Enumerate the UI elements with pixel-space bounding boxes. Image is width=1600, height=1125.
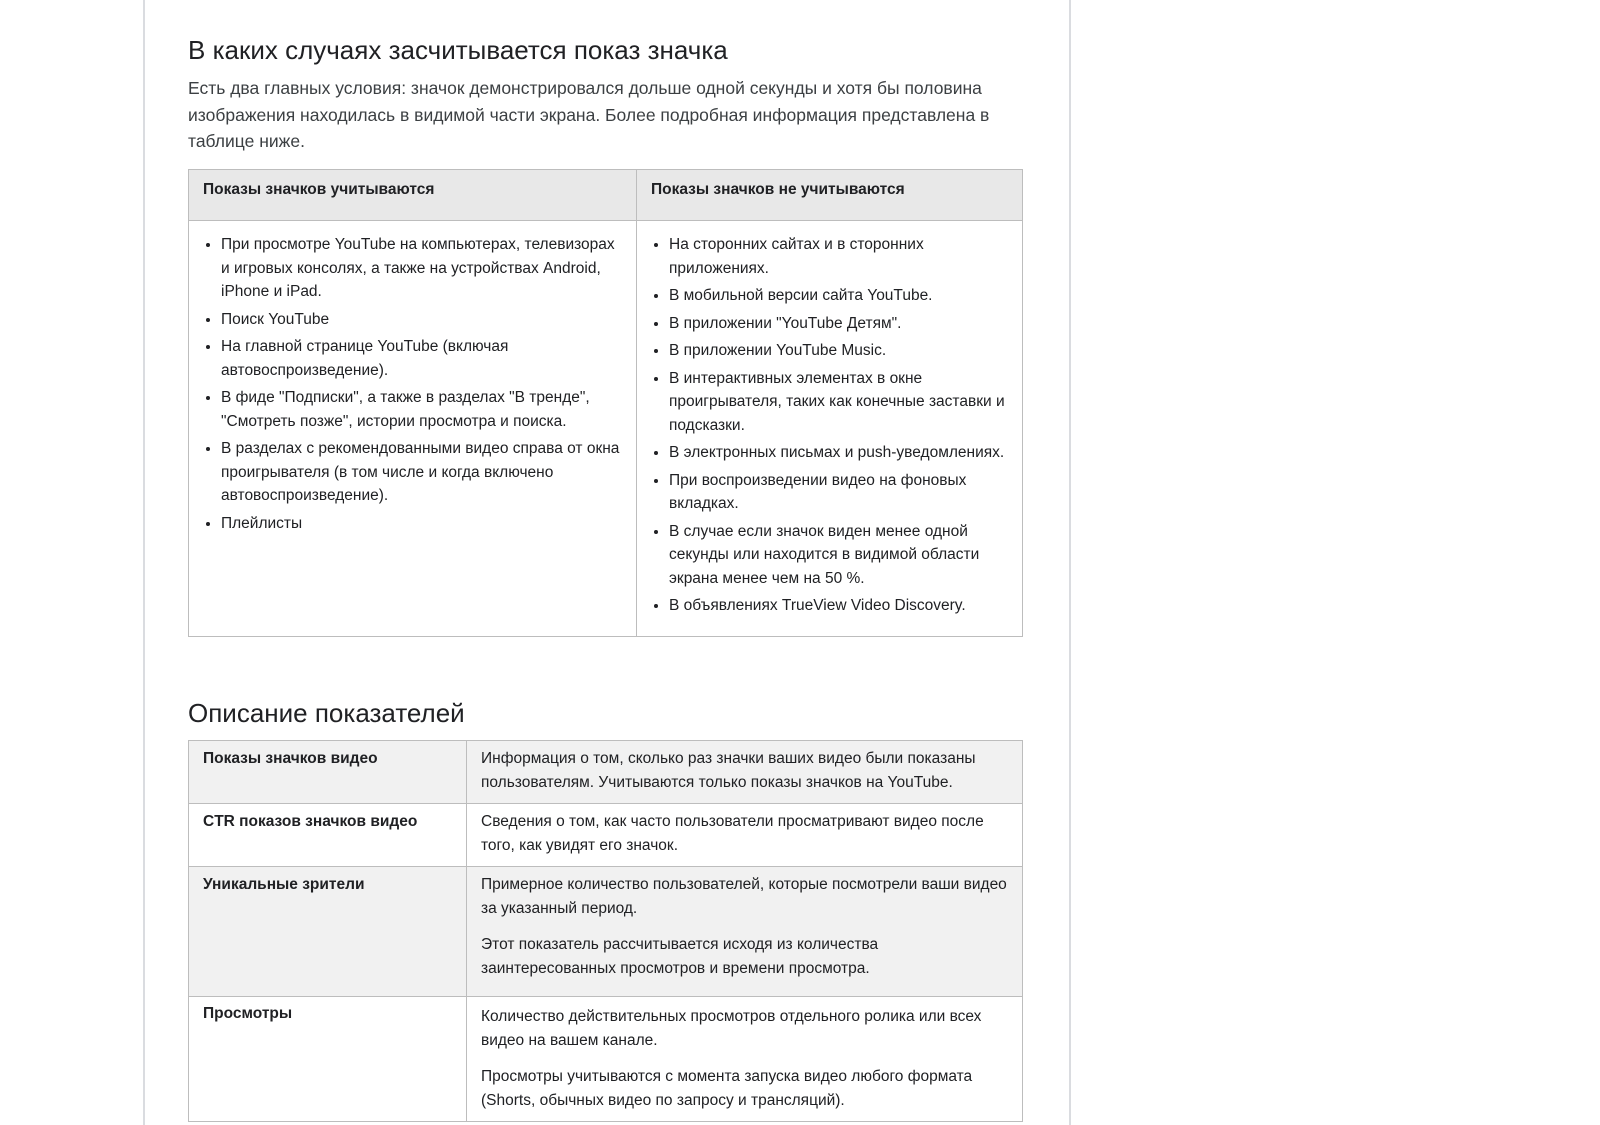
section-intro: Есть два главных условия: значок демонстрировался дольше одной секунды и хотя бы половина изображения находилась в видимой части экрана. Более подробная информация представлена в таблице ниже.	[188, 78, 990, 151]
page-border-right	[1069, 0, 1071, 1125]
list-item: • При воспроизведении видео на фоновых вкладках.	[669, 469, 1008, 516]
not-counted-list	[651, 233, 1008, 618]
metric-description-text: Этот показатель рассчитывается исходя из количества заинтересованных просмотров и времени просмотра.	[481, 936, 879, 977]
list-item: • При просмотре YouTube на компьютерах, телевизорах и игровых консолях, а также на устройствах Android, iPhone и iPad.	[221, 233, 622, 304]
metric-description	[467, 741, 1023, 804]
table-row	[189, 867, 1023, 997]
not-counted-cell	[637, 221, 1023, 637]
counted-list	[203, 233, 622, 535]
table-row	[189, 997, 1023, 1122]
metric-term: CTR показов значков видео	[189, 804, 467, 867]
metric-description	[467, 997, 1023, 1122]
list-item: • В приложении "YouTube Детям".	[669, 312, 1008, 336]
metric-term: Уникальные зрители	[189, 867, 467, 997]
list-item: • Поиск YouTube	[221, 308, 622, 332]
metric-description	[467, 867, 1023, 997]
impressions-table	[188, 169, 1023, 637]
list-item: • В разделах с рекомендованными видео справа от окна проигрывателя (в том числе и когда включено автовоспроизведение).	[221, 437, 622, 508]
section-heading-metrics: Описание показателей	[188, 698, 465, 728]
header-not-counted: Показы значков не учитываются	[637, 170, 1023, 221]
list-item: • Плейлисты	[221, 512, 622, 536]
list-item: • В электронных письмах и push-уведомлениях.	[669, 441, 1008, 465]
list-item: • На главной странице YouTube (включая автовоспроизведение).	[221, 335, 622, 382]
list-item: • В случае если значок виден менее одной секунды или находится в видимой области экрана менее чем на 50 %.	[669, 520, 1008, 591]
section-heading-impressions: В каких случаях засчитывается показ значка	[188, 35, 728, 65]
metric-term: Просмотры	[189, 997, 467, 1122]
header-counted: Показы значков учитываются	[189, 170, 637, 221]
metric-term: Показы значков видео	[189, 741, 467, 804]
list-item: • В фиде "Подписки", а также в разделах "В тренде", "Смотреть позже", истории просмотра и поиска.	[221, 386, 622, 433]
list-item: • В объявлениях TrueView Video Discovery.	[669, 594, 1008, 618]
list-item: • В мобильной версии сайта YouTube.	[669, 284, 1008, 308]
table-row	[189, 804, 1023, 867]
page-border-left	[143, 0, 145, 1125]
list-item: • В приложении YouTube Music.	[669, 339, 1008, 363]
metric-description-text: Количество действительных просмотров отдельного ролика или всех видео на вашем канале.	[481, 1008, 982, 1049]
table-header-row	[189, 170, 1023, 221]
list-item: • В интерактивных элементах в окне проигрывателя, таких как конечные заставки и подсказки.	[669, 367, 1008, 438]
metric-description-text: Примерное количество пользователей, которые посмотрели ваши видео за указанный период.	[481, 876, 1007, 917]
metric-description-text: Сведения о том, как часто пользователи просматривают видео после того, как увидят его значок.	[481, 813, 984, 854]
metric-description	[467, 804, 1023, 867]
metrics-table	[188, 740, 1023, 1122]
table-row	[189, 221, 1023, 637]
list-item: • На сторонних сайтах и в сторонних приложениях.	[669, 233, 1008, 280]
counted-cell	[189, 221, 637, 637]
metric-description-text: Просмотры учитываются с момента запуска видео любого формата (Shorts, обычных видео по запросу и трансляций).	[481, 1068, 973, 1109]
metric-description-text: Информация о том, сколько раз значки ваших видео были показаны пользователям. Учитываются только показы значков на YouTube.	[481, 750, 976, 791]
table-row	[189, 741, 1023, 804]
